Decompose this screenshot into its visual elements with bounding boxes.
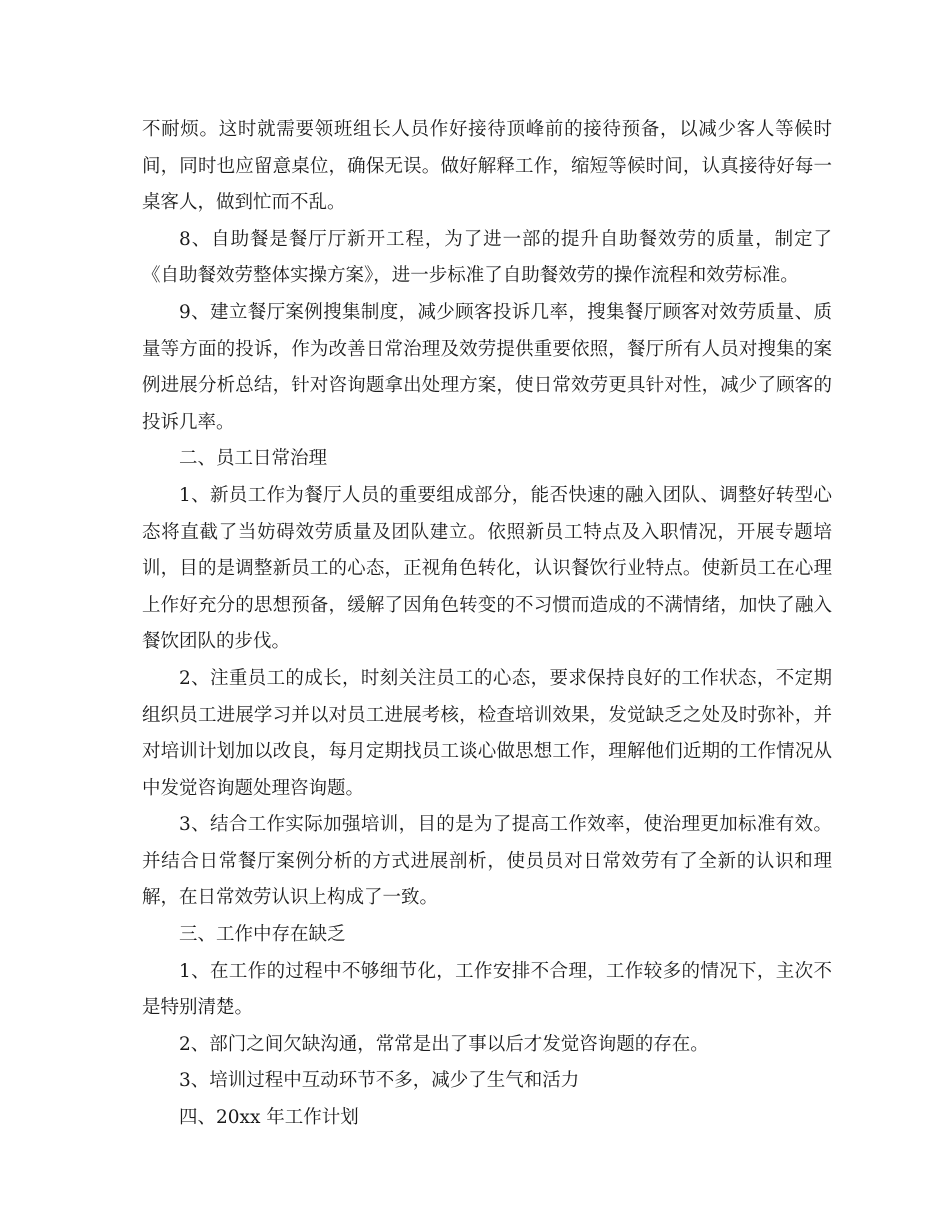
paragraph-staff-item-2: 2、注重员工的成长，时刻关注员工的心态，要求保持良好的工作状态，不定期组织员工进展学习并以对员工进展考核，检查培训效果，发觉缺乏之处及时弥补，并对培训计划加以改良，每月定期找员工谈心做思想工作，理解他们近期的工作情况从中发觉咨询题处理咨询题。 [142,667,832,799]
paragraph-shortcoming-item-1: 1、在工作的过程中不够细节化，工作安排不合理，工作较多的情况下，主次不是特别清楚。 [142,960,832,1019]
paragraph-shortcoming-item-3: 3、培训过程中互动环节不多，减少了生气和活力 [179,1070,580,1092]
paragraph-staff-item-1: 1、新员工作为餐厅人员的重要组成部分，能否快速的融入团队、调整好转型心态将直截了当妨碍效劳质量及团队建立。依照新员工特点及入职情况，开展专题培训，目的是调整新员工的心态，正视角色转化，认识餐饮行业特点。使新员工在心理上作好充分的思想预备，缓解了因角色转变的不习惯而造成的不满情绪，加快了融入餐饮团队的步伐。 [142,484,832,653]
paragraph-staff-item-3: 3、结合工作实际加强培训，目的是为了提高工作效率，使治理更加标准有效。并结合日常餐厅案例分析的方式进展剖析，使员员对日常效劳有了全新的认识和理解，在日常效劳认识上构成了一致。 [142,814,832,909]
paragraph-shortcoming-item-2: 2、部门之间欠缺沟通，常常是出了事以后才发觉咨询题的存在。 [179,1033,709,1055]
section-heading-shortcomings: 三、工作中存在缺乏 [179,924,346,946]
document-body [142,112,832,1137]
paragraph-item-9-case-collection: 9、建立餐厅案例搜集制度，减少顾客投诉几率，搜集餐厅顾客对效劳质量、质量等方面的投诉，作为改善日常治理及效劳提供重要依照，餐厅所有人员对搜集的案例进展分析总结，针对咨询题拿出处理方案，使日常效劳更具针对性，减少了顾客的投诉几率。 [142,301,832,433]
paragraph-item-8-buffet: 8、自助餐是餐厅厅新开工程，为了进一部的提升自助餐效劳的质量，制定了《自助餐效劳整体实操方案》，进一步标准了自助餐效劳的操作流程和效劳标准。 [142,228,832,287]
paragraph-continued: 不耐烦。这时就需要领班组长人员作好接待顶峰前的接待预备，以减少客人等候时间，同时也应留意桌位，确保无误。做好解释工作，缩短等候时间，认真接待好每一桌客人，做到忙而不乱。 [142,119,832,214]
section-heading-work-plan: 四、20xx 年工作计划 [179,1107,359,1129]
section-heading-staff-management: 二、员工日常治理 [179,448,328,470]
